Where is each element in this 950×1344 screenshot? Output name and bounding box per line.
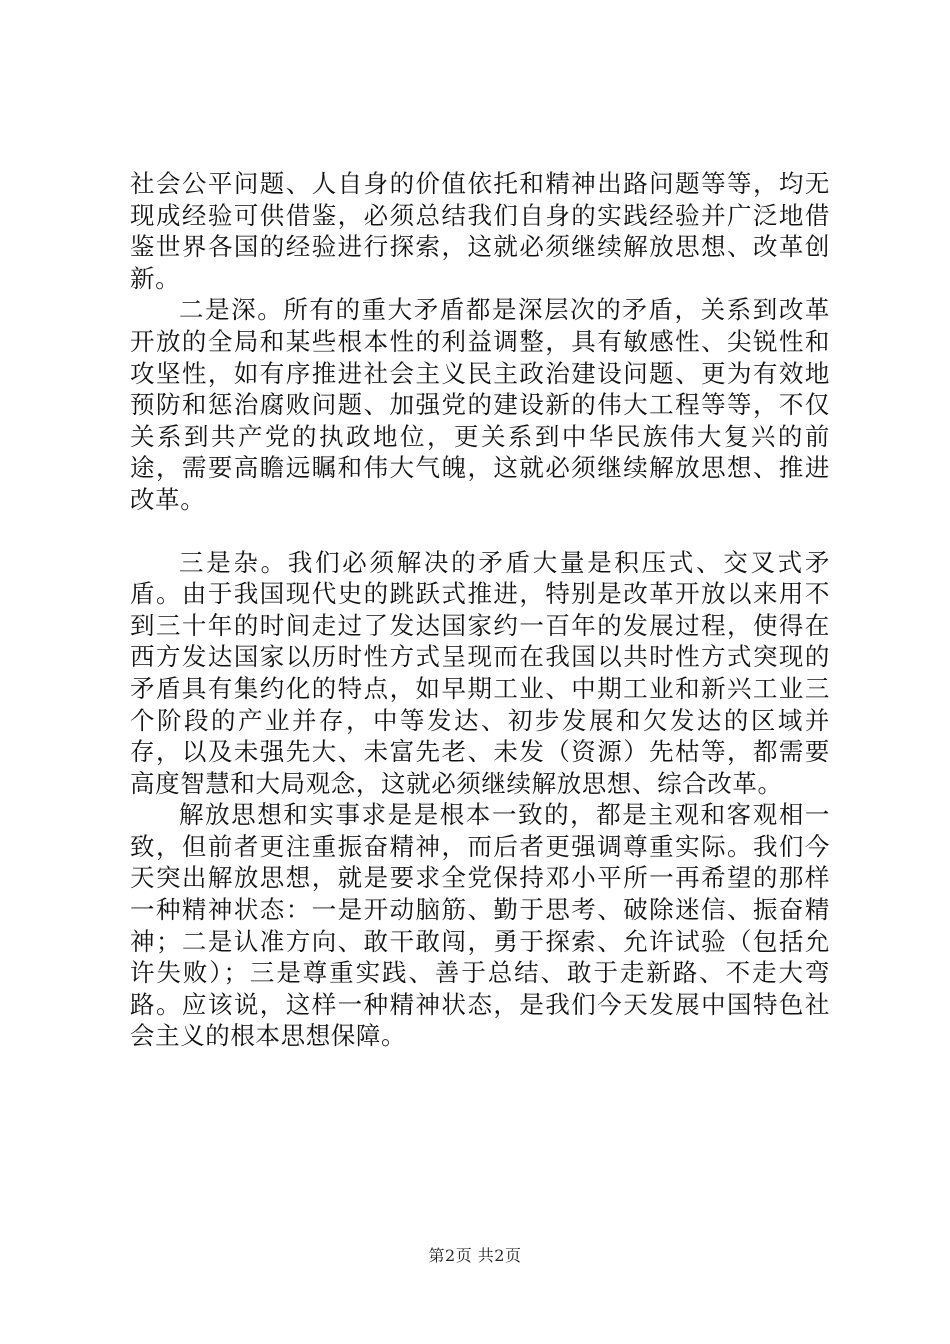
- page-footer: 第2页 共2页: [428, 1246, 522, 1265]
- paragraph-conclusion: 解放思想和实事求是是根本一致的，都是主观和客观相一致，但前者更注重振奋精神，而后者更强调尊重实际。我们今天突出解放思想，就是要求全党保持邓小平所一再希望的那样一种精神状态：一是开动脑筋、勤于思考、破除迷信、振奋精神；二是认准方向、敢干敢闯，勇于探索、允许试验（包括允许失败）；三是尊重实践、善于总结、敢于走新路、不走大弯路。应该说，这样一种精神状态，是我们今天发展中国特色社会主义的根本思想保障。: [130, 800, 830, 1051]
- document-body: [130, 168, 830, 1052]
- paragraph-point-two: 二是深。所有的重大矛盾都是深层次的矛盾，关系到改革开放的全局和某些根本性的利益调整，具有敏感性、尖锐性和攻坚性，如有序推进社会主义民主政治建设问题、更为有效地预防和惩治腐败问题、加强党的建设新的伟大工程等等，不仅关系到共产党的执政地位，更关系到中华民族伟大复兴的前途，需要高瞻远瞩和伟大气魄，这就必须继续解放思想、推进改革。: [130, 295, 830, 514]
- paragraph-continuation: 社会公平问题、人自身的价值依托和精神出路问题等等，均无现成经验可供借鉴，必须总结我们自身的实践经验并广泛地借鉴世界各国的经验进行探索，这就必须继续解放思想、改革创新。: [130, 169, 830, 293]
- paragraph-point-three: 三是杂。我们必须解决的矛盾大量是积压式、交叉式矛盾。由于我国现代史的跳跃式推进，特别是改革开放以来用不到三十年的时间走过了发达国家约一百年的发展过程，使得在西方发达国家以历时性方式呈现而在我国以共时性方式突现的矛盾具有集约化的特点，如早期工业、中期工业和新兴工业三个阶段的产业并存，中等发达、初步发展和欠发达的区域并存，以及未强先大、未富先老、未发（资源）先枯等，都需要高度智慧和大局观念，这就必须继续解放思想、综合改革。: [130, 547, 830, 798]
